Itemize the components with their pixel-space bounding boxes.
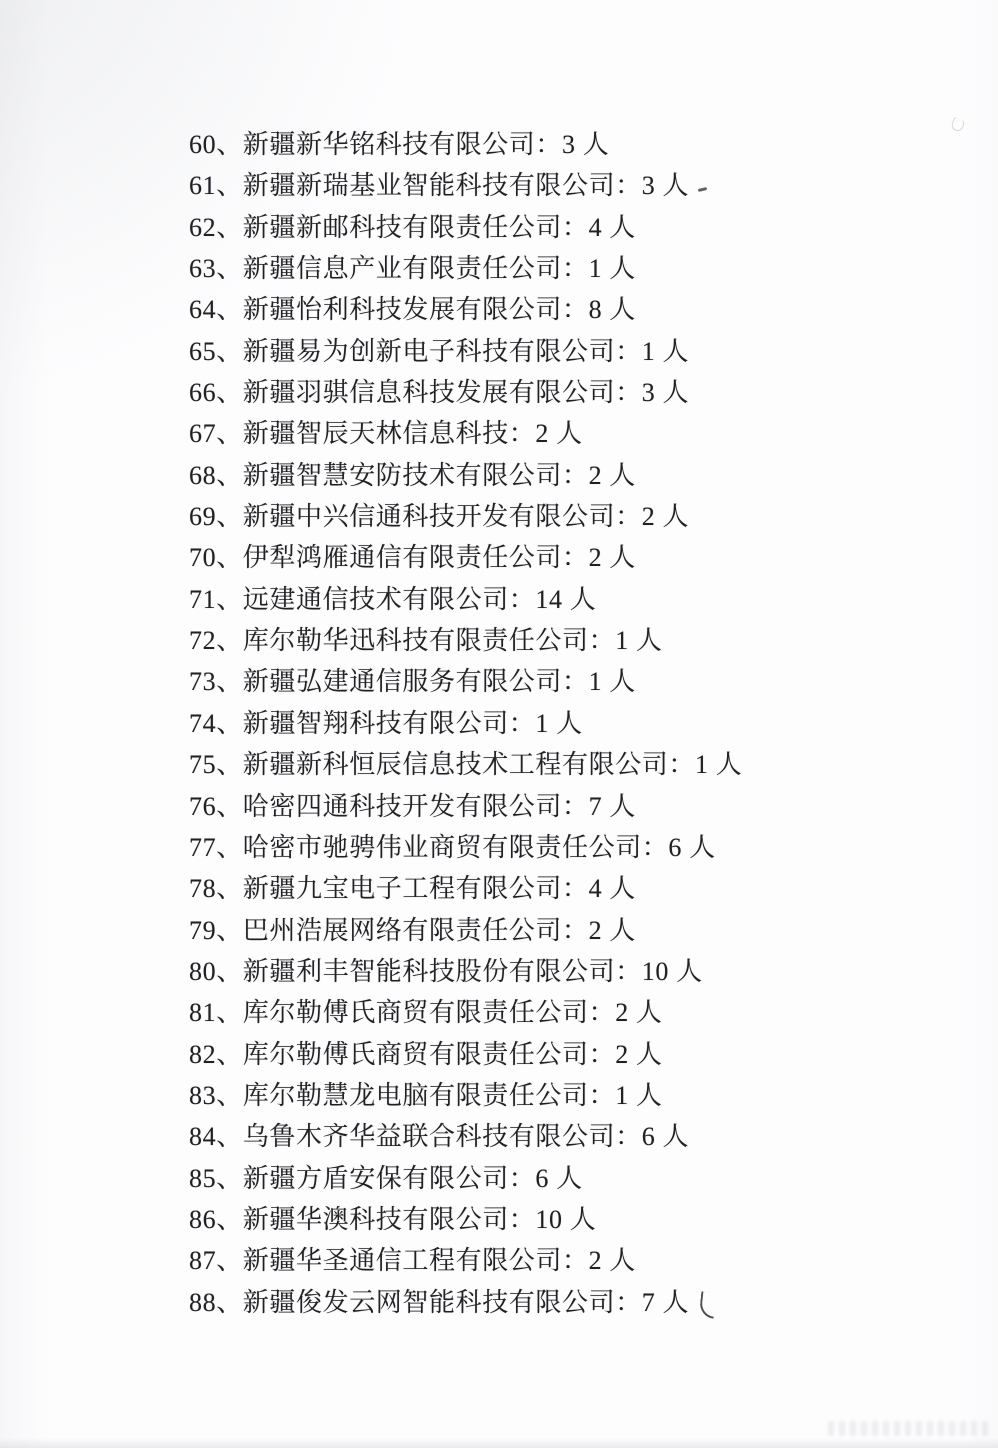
list-item: 75、新疆新科恒辰信息技术工程有限公司：1 人: [189, 750, 743, 780]
list-item: 76、哈密四通科技开发有限公司：7 人: [189, 791, 636, 821]
list-item: 78、新疆九宝电子工程有限公司：4 人: [189, 874, 636, 904]
list-item: 60、新疆新华铭科技有限公司：3 人: [189, 130, 610, 159]
list-item: 70、伊犁鸿雁通信有限责任公司：2 人: [189, 543, 636, 573]
list-item: 71、远建通信技术有限公司：14 人: [189, 584, 597, 614]
list-item: 88、新疆俊发云网智能科技有限公司：7 人: [189, 1287, 690, 1317]
list-item: 85、新疆方盾安保有限公司：6 人: [189, 1163, 583, 1193]
scan-speck: [950, 115, 966, 132]
list-item: 82、库尔勒傅氏商贸有限责任公司：2 人: [189, 1039, 663, 1069]
list-item: 67、新疆智辰天林信息科技：2 人: [189, 419, 583, 449]
list-item: 74、新疆智翔科技有限公司：1 人: [189, 708, 583, 738]
list-item: 61、新疆新瑞基业智能科技有限公司：3 人: [189, 171, 690, 201]
list-item: 68、新疆智慧安防技术有限公司：2 人: [189, 460, 636, 490]
list-item: 79、巴州浩展网络有限责任公司：2 人: [189, 915, 636, 945]
list-item: 73、新疆弘建通信服务有限公司：1 人: [189, 667, 636, 697]
list-item: 77、哈密市驰骋伟业商贸有限责任公司：6 人: [189, 832, 716, 862]
list-item: 72、库尔勒华迅科技有限责任公司：1 人: [189, 626, 663, 656]
faint-watermark-smudge: [828, 1421, 990, 1436]
list-item: 81、库尔勒傅氏商贸有限责任公司：2 人: [189, 998, 663, 1028]
company-headcount-list: [189, 124, 742, 1323]
scan-edge-shadow: [0, 1438, 998, 1448]
list-item: 84、乌鲁木齐华益联合科技有限公司：6 人: [189, 1122, 690, 1152]
list-item: 86、新疆华澳科技有限公司：10 人: [189, 1204, 597, 1234]
list-item: 66、新疆羽骐信息科技发展有限公司：3 人: [189, 378, 690, 408]
list-item: 87、新疆华圣通信工程有限公司：2 人: [189, 1246, 636, 1276]
list-item: 65、新疆易为创新电子科技有限公司：1 人: [189, 336, 690, 366]
list-item: 63、新疆信息产业有限责任公司：1 人: [189, 254, 636, 284]
list-item: 62、新疆新邮科技有限责任公司：4 人: [189, 212, 636, 242]
list-item: 69、新疆中兴信通科技开发有限公司：2 人: [189, 502, 690, 532]
list-item: 83、库尔勒慧龙电脑有限责任公司：1 人: [189, 1080, 663, 1110]
list-item: 80、新疆利丰智能科技股份有限公司：10 人: [189, 956, 703, 986]
list-item: 64、新疆怡利科技发展有限公司：8 人: [189, 295, 636, 325]
